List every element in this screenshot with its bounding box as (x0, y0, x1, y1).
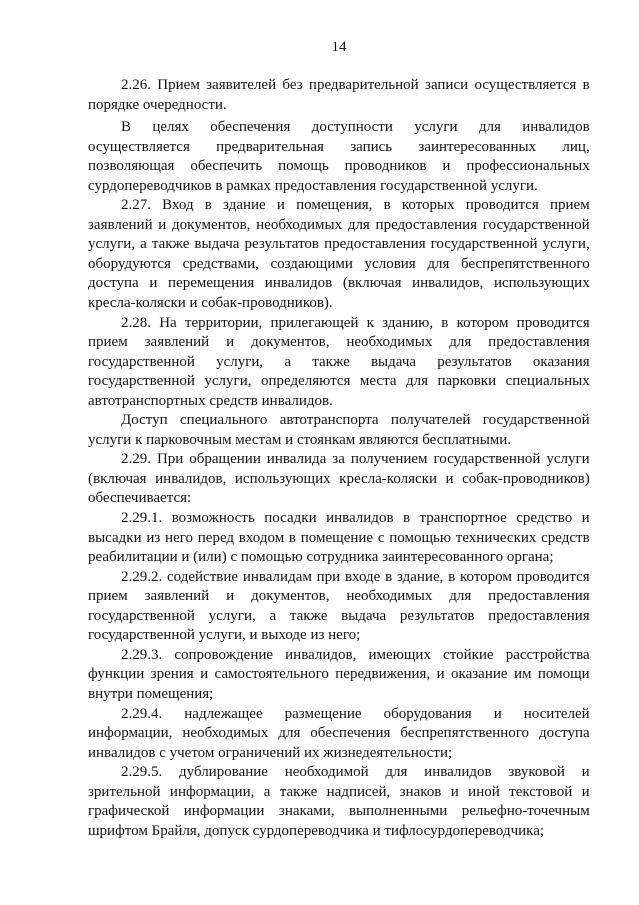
paragraph-2-26 (88, 76, 590, 115)
text-line: прием заявлений и документов, необходимых для предоставления (88, 588, 590, 605)
text-line: прием заявлений и документов, необходимых для предоставления (88, 334, 590, 351)
text-line: порядке очередности. (88, 96, 227, 113)
text-line: оборудуются средствами, создающими условия для беспрепятственного (88, 255, 590, 272)
text-line: заявлений и документов, необходимых для предоставления государственной (88, 216, 590, 233)
page-number: 14 (331, 39, 347, 55)
text-line: 2.29.1. возможность посадки инвалидов в транспортное средство и (121, 510, 590, 527)
text-line: услуги, а также выдача результатов предоставления государственной услуги, (88, 236, 590, 253)
text-line: услуги к парковочным местам и стоянкам являются бесплатными. (88, 431, 512, 448)
text-line: кресла-коляски и собак-проводников). (88, 295, 333, 312)
paragraph-2-27 (88, 196, 590, 313)
text-line: обеспечивается: (88, 490, 192, 507)
paragraph-2-29-4 (88, 705, 590, 764)
document-body (88, 76, 590, 841)
text-line: реабилитации и (или) с помощью сотрудника заинтересованного органа; (88, 549, 554, 566)
text-line: государственной услуги, а также выдача результатов оказания (88, 353, 590, 370)
text-line: Доступ специального автотранспорта получателей государственной (121, 412, 590, 429)
text-line: государственной услуги, а также выдача результатов предоставления (88, 607, 590, 624)
text-line: зрительной информации, а также надписей, знаков и иной текстовой и (88, 783, 590, 800)
paragraph-2-29-2 (88, 568, 590, 646)
paragraph-2-29-5 (88, 763, 590, 841)
text-line: высадки из него перед входом в помещение с помощью технических средств (88, 529, 590, 546)
text-line: инвалидов с учетом ограничений их жизнедеятельности; (88, 744, 453, 761)
paragraph-2-29 (88, 450, 590, 509)
paragraph-accessibility-appointment (88, 118, 590, 196)
text-line: 2.29.4. надлежащее размещение оборудования и носителей (121, 705, 590, 722)
text-line: графической информации знаками, выполненными рельефно-точечным (88, 803, 590, 820)
text-line: 2.29.3. сопровождение инвалидов, имеющих стойкие расстройства (121, 646, 590, 663)
text-line: 2.27. Вход в здание и помещения, в которых проводится прием (121, 197, 590, 214)
text-line: (включая инвалидов, использующих кресла-коляски и собак-проводников) (88, 470, 590, 487)
paragraph-2-29-1 (88, 509, 590, 568)
text-line: государственной услуги, определяются места для парковки специальных (88, 373, 590, 390)
paragraph-2-29-3 (88, 646, 590, 705)
text-line: сурдопереводчиков в рамках предоставления государственной услуги. (88, 177, 538, 194)
text-line: 2.28. На территории, прилегающей к зданию, в котором проводится (121, 314, 590, 331)
text-line: 2.26. Прием заявителей без предварительной записи осуществляется в (121, 77, 590, 93)
text-line: осуществляется предварительная запись заинтересованных лиц, (88, 138, 590, 155)
paragraph-2-28 (88, 314, 590, 412)
paragraph-parking-access (88, 411, 590, 450)
text-line: 2.29.2. содействие инвалидам при входе в здание, в котором проводится (121, 568, 590, 585)
text-line: В целях обеспечения доступности услуги для инвалидов (121, 119, 590, 136)
text-line: 2.29. При обращении инвалида за получением государственной услуги (121, 451, 590, 468)
text-line: автотранспортных средств инвалидов. (88, 392, 333, 409)
text-line: государственной услуги, и выходе из него; (88, 627, 361, 644)
text-line: позволяющая обеспечить помощь проводников и профессиональных (88, 158, 590, 175)
text-line: информации, необходимых для обеспечения беспрепятственного доступа (88, 725, 590, 742)
text-line: доступа и перемещения инвалидов (включая инвалидов, использующих (88, 275, 590, 292)
text-line: 2.29.5. дублирование необходимой для инвалидов звуковой и (121, 764, 590, 781)
text-line: функции зрения и самостоятельного передвижения, и оказание им помощи (88, 666, 590, 683)
text-line: внутри помещения; (88, 685, 214, 702)
text-line: шрифтом Брайля, допуск сурдопереводчика и тифлосурдопереводчика; (88, 822, 545, 839)
